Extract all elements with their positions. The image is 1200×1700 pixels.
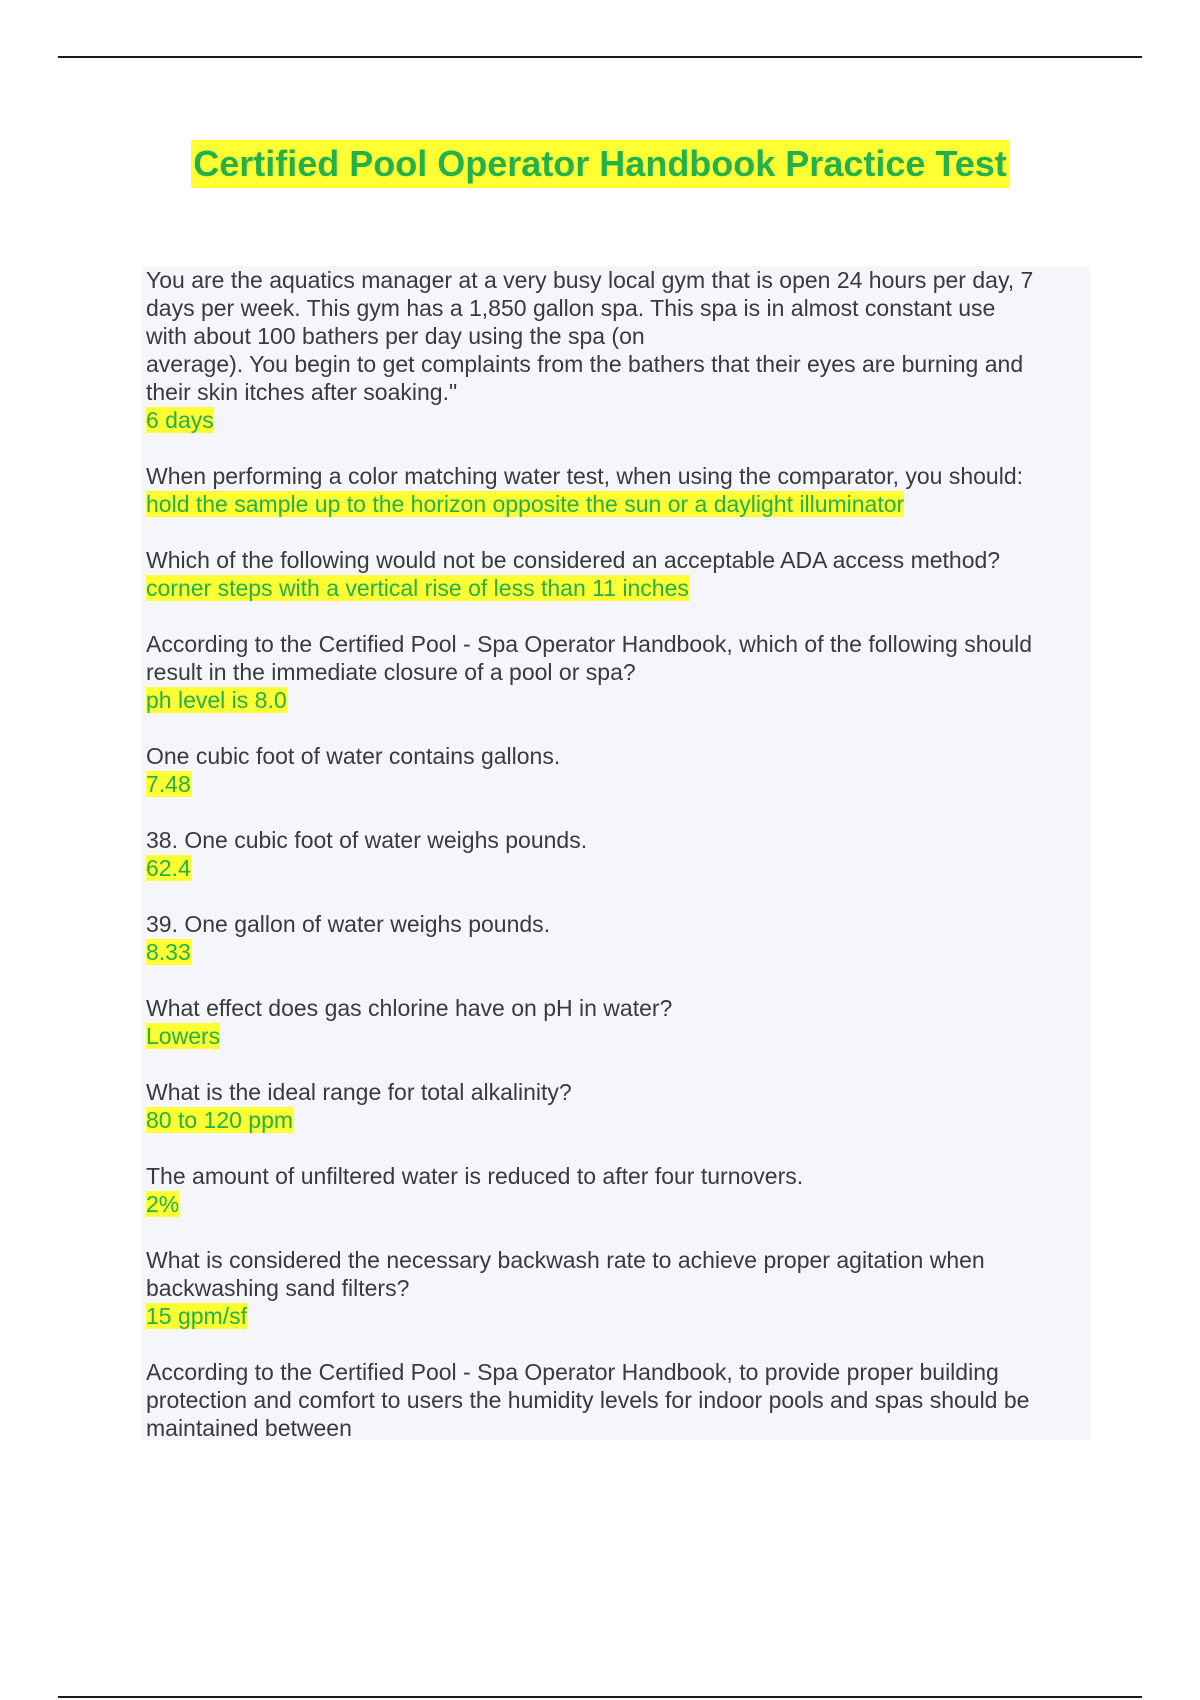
question-text: You are the aquatics manager at a very busy local gym that is open 24 hours per day, 7 days per week. This gym has a 1,850 gallon spa. This spa is in almost constant use with about 100 bathers per day using the spa (on average). You begin to get complaints from the bathers that their eyes are burning and their skin itches after soaking." — [146, 267, 1034, 405]
answer-text: 80 to 120 ppm — [146, 1107, 294, 1133]
question-text: What is considered the necessary backwash rate to achieve proper agitation when backwashing sand filters? — [146, 1247, 985, 1301]
question-block — [146, 910, 1086, 966]
question-block — [146, 462, 1086, 518]
question-text: Which of the following would not be considered an acceptable ADA access method? — [146, 547, 1001, 573]
question-text: When performing a color matching water test, when using the comparator, you should: — [146, 463, 1024, 489]
answer-text: 15 gpm/sf — [146, 1303, 247, 1329]
answer-text: 62.4 — [146, 855, 191, 881]
question-block — [146, 1162, 1086, 1218]
answer-text: 6 days — [146, 407, 214, 433]
question-block — [146, 266, 1086, 434]
answer-text: Lowers — [146, 1023, 221, 1049]
answer-text: corner steps with a vertical rise of less than 11 inches — [146, 575, 689, 601]
answer-text: 7.48 — [146, 771, 191, 797]
question-block — [146, 742, 1086, 798]
answer-text: ph level is 8.0 — [146, 687, 287, 713]
question-block — [146, 994, 1086, 1050]
question-block — [146, 630, 1086, 714]
answer-text: 8.33 — [146, 939, 191, 965]
question-block — [146, 1246, 1086, 1330]
question-text: 39. One gallon of water weighs pounds. — [146, 911, 551, 937]
question-text: What is the ideal range for total alkalinity? — [146, 1079, 572, 1105]
question-block — [146, 546, 1086, 602]
bottom-rule — [58, 1696, 1142, 1698]
top-rule — [58, 56, 1142, 58]
page-title: Certified Pool Operator Handbook Practice Test — [191, 140, 1009, 188]
answer-text: 2% — [146, 1191, 180, 1217]
question-block — [146, 1078, 1086, 1134]
question-text: 38. One cubic foot of water weighs pounds. — [146, 827, 588, 853]
question-block — [146, 1358, 1086, 1442]
question-text: According to the Certified Pool - Spa Operator Handbook, which of the following should result in the immediate closure of a pool or spa? — [146, 631, 1033, 685]
question-text: According to the Certified Pool - Spa Operator Handbook, to provide proper building protection and comfort to users the humidity levels for indoor pools and spas should be maintained between — [146, 1359, 1030, 1441]
title-container — [0, 140, 1200, 188]
question-text: One cubic foot of water contains gallons. — [146, 743, 561, 769]
answer-text: hold the sample up to the horizon opposite the sun or a daylight illuminator — [146, 491, 905, 517]
question-text: The amount of unfiltered water is reduced to after four turnovers. — [146, 1163, 804, 1189]
question-list — [142, 266, 1090, 1440]
question-text: What effect does gas chlorine have on pH in water? — [146, 995, 673, 1021]
question-block — [146, 826, 1086, 882]
